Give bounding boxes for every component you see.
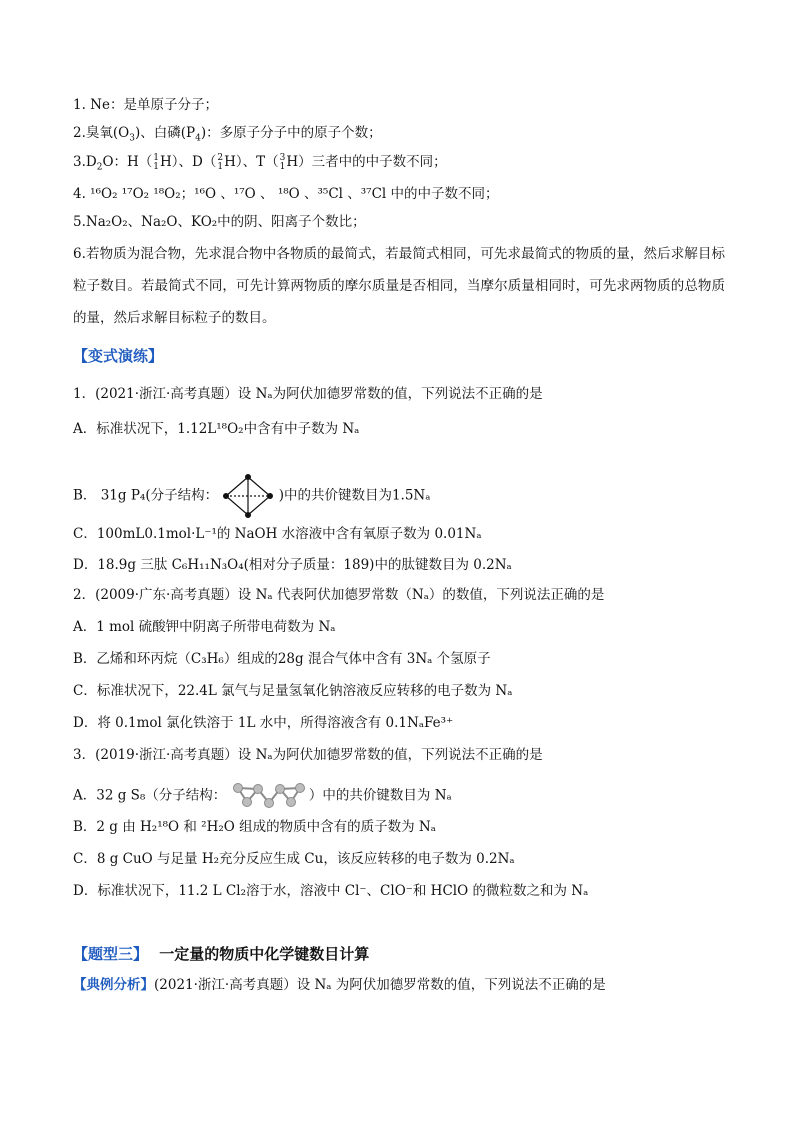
p4-molecule-structure xyxy=(222,473,274,519)
q2-option-a: A．1 mol 硫酸钾中阴离子所带电荷数为 Nₐ xyxy=(73,619,336,635)
s8-molecule-structure xyxy=(231,780,305,812)
section-title-type3: 一定量的物质中化学键数目计算 xyxy=(159,945,370,963)
note-4: 4. ¹⁶O₂ ¹⁷O₂ ¹⁸O₂；¹⁶O 、¹⁷O 、 ¹⁸O 、³⁵Cl 、³⁷Cl 中的中子数不同； xyxy=(73,186,499,202)
frac-bot: 1 xyxy=(279,161,286,172)
note-2-sub2: 4 xyxy=(195,133,201,144)
q3-option-b: B．2 g 由 H₂¹⁸O 和 ²H₂O 组成的物质中含有的质子数为 Nₐ xyxy=(73,819,436,835)
note-1-label: 1. Ne xyxy=(73,97,110,113)
q3-option-c: C．8 g CuO 与足量 H₂充分反应生成 Cu，该反应转移的电子数为 0.2Nₐ xyxy=(73,851,515,867)
note-3 xyxy=(73,153,447,172)
q3-option-a xyxy=(73,780,452,812)
frac-top: 1 xyxy=(153,152,160,163)
section-heading-type3 xyxy=(73,944,369,964)
q3-option-a-prefix: A．32 g S₈（分子结构： xyxy=(73,787,227,804)
example-analysis xyxy=(73,976,606,994)
q1-option-c: C．100mL0.1mol·L⁻¹的 NaOH 水溶液中含有氧原子数为 0.01Nₐ xyxy=(73,526,482,542)
note-5: 5.Na₂O₂、Na₂O、KO₂中的阴、阳离子个数比； xyxy=(73,214,366,230)
note-3-sub: 2 xyxy=(96,162,103,173)
q3-option-a-suffix: ）中的共价键数目为 Nₐ xyxy=(308,787,452,804)
note-3-suffix: H）三者中的中子数不同； xyxy=(286,154,447,170)
note-1 xyxy=(73,96,218,114)
note-2-sub1: 3 xyxy=(129,133,135,144)
q3-stem: 3．(2019·浙江·高考真题）设 Nₐ为阿伏加德罗常数的值，下列说法不正确的是 xyxy=(73,747,543,763)
example-text: (2021·浙江·高考真题）设 Nₐ 为阿伏加德罗常数的值，下列说法不正确的是 xyxy=(154,977,606,993)
q2-option-c: C．标准状况下，22.4L 氯气与足量氢氧化钠溶液反应转移的电子数为 Nₐ xyxy=(73,683,513,699)
frac-bot: 1 xyxy=(217,161,224,172)
q2-stem: 2．(2009·广东·高考真题）设 Nₐ 代表阿伏加德罗常数（Nₐ）的数值，下列说法正确的是 xyxy=(73,587,605,603)
note-3-prefix: 3.D xyxy=(73,154,97,170)
q3-option-d: D．标准状况下，11.2 L Cl₂溶于水，溶液中 Cl⁻、ClO⁻和 HClO 的微粒数之和为 Nₐ xyxy=(73,883,589,899)
isotope-fraction xyxy=(280,154,286,172)
q1-option-b-prefix: B． 31g P₄(分子结构： xyxy=(73,487,219,504)
frac-top: 3 xyxy=(279,152,286,163)
note-2-mid: )、白磷(P xyxy=(134,125,196,141)
frac-top: 2 xyxy=(217,152,224,163)
q1-stem: 1．(2021·浙江·高考真题）设 Nₐ为阿伏加德罗常数的值，下列说法不正确的是 xyxy=(73,386,543,402)
isotope-fraction xyxy=(153,154,159,172)
note-6: 6.若物质为混合物，先求混合物中各物质的最简式，若最简式相同，可先求最简式的物质的量，然后求解目标粒子数目。若最简式不同，可先计算两物质的摩尔质量是否相同，当摩尔质量相同时，可先求两物质的总物质的量，然后求解目标粒子的数目。 xyxy=(73,246,725,326)
q2-option-b: B．乙烯和环丙烷（C₃H₆）组成的28g 混合气体中含有 3Nₐ 个氢原子 xyxy=(73,651,491,667)
q1-option-a: A．标准状况下，1.12L¹⁸O₂中含有中子数为 Nₐ xyxy=(73,421,360,437)
note-1-text: ：是单原子分子； xyxy=(109,97,218,113)
q1-option-d: D．18.9g 三肽 C₆H₁₁N₃O₄(相对分子质量：189)中的肽键数目为 0.2Nₐ xyxy=(73,557,512,573)
note-2-suffix: )：多原子分子中的原子个数； xyxy=(200,125,382,141)
frac-bot: 1 xyxy=(153,161,160,172)
note-2-prefix: 2.臭氧(O xyxy=(73,125,130,141)
isotope-fraction xyxy=(217,154,223,172)
q1-option-b-suffix: )中的共价键数目为1.5Nₐ xyxy=(278,487,431,504)
note-3-b: H）、D（ xyxy=(160,154,217,170)
note-3-a: O：H（ xyxy=(102,154,153,170)
note-2 xyxy=(73,124,382,142)
section-tag-type3: 【题型三】 xyxy=(73,945,149,963)
q1-option-b xyxy=(73,473,430,519)
q2-option-d: D．将 0.1mol 氯化铁溶于 1L 水中，所得溶液含有 0.1NₐFe³⁺ xyxy=(73,715,454,731)
note-3-c: H）、T（ xyxy=(224,154,279,170)
example-tag: 【典例分析】 xyxy=(73,977,154,993)
section-heading-practice: 【变式演练】 xyxy=(73,347,164,365)
